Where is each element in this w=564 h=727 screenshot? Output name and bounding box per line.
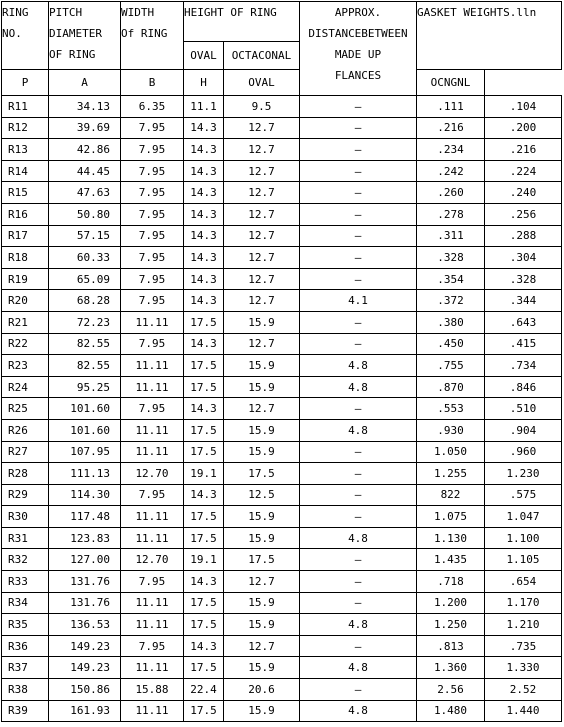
cell-height-oval: 19.1 <box>184 463 224 485</box>
cell-height-octagonal: 12.7 <box>224 635 300 657</box>
table-row <box>2 311 562 333</box>
cell-height-octagonal: 15.9 <box>224 506 300 528</box>
cell-pitch-diameter: 95.25 <box>49 376 121 398</box>
cell-weight-oval: 1.360 <box>417 657 485 679</box>
header-symbol-b: B <box>121 70 184 96</box>
cell-weight-octagonal: .256 <box>485 203 562 225</box>
cell-pitch-diameter: 57.15 <box>49 225 121 247</box>
cell-ring-no: R20 <box>2 290 49 312</box>
cell-weight-oval: 1.435 <box>417 549 485 571</box>
cell-weight-octagonal: .643 <box>485 311 562 333</box>
header-ring-no-line1: RING <box>2 6 29 19</box>
table-row <box>2 657 562 679</box>
cell-pitch-diameter: 111.13 <box>49 463 121 485</box>
cell-weight-octagonal: .575 <box>485 484 562 506</box>
cell-approx-distance: – <box>300 441 417 463</box>
cell-weight-oval: 1.255 <box>417 463 485 485</box>
cell-weight-oval: .354 <box>417 268 485 290</box>
table-row <box>2 247 562 269</box>
cell-approx-distance: – <box>300 635 417 657</box>
cell-height-octagonal: 15.9 <box>224 700 300 722</box>
cell-height-octagonal: 9.5 <box>224 96 300 118</box>
cell-weight-octagonal: .846 <box>485 376 562 398</box>
ring-dimensions-table <box>1 1 562 722</box>
cell-weight-oval: .372 <box>417 290 485 312</box>
cell-height-octagonal: 15.9 <box>224 376 300 398</box>
cell-width: 11.11 <box>121 441 184 463</box>
cell-ring-no: R23 <box>2 355 49 377</box>
cell-ring-no: R11 <box>2 96 49 118</box>
cell-pitch-diameter: 39.69 <box>49 117 121 139</box>
cell-approx-distance: 4.8 <box>300 419 417 441</box>
table-row <box>2 614 562 636</box>
cell-height-oval: 14.3 <box>184 571 224 593</box>
cell-weight-octagonal: 1.105 <box>485 549 562 571</box>
table-row <box>2 484 562 506</box>
cell-pitch-diameter: 50.80 <box>49 203 121 225</box>
cell-weight-oval: 1.075 <box>417 506 485 528</box>
cell-height-octagonal: 12.7 <box>224 225 300 247</box>
cell-height-octagonal: 12.7 <box>224 290 300 312</box>
header-distance-line1: APPROX. <box>334 6 382 19</box>
cell-weight-octagonal: .654 <box>485 571 562 593</box>
cell-pitch-diameter: 65.09 <box>49 268 121 290</box>
cell-approx-distance: – <box>300 182 417 204</box>
cell-weight-octagonal: .344 <box>485 290 562 312</box>
cell-height-octagonal: 15.9 <box>224 614 300 636</box>
cell-ring-no: R16 <box>2 203 49 225</box>
cell-ring-no: R27 <box>2 441 49 463</box>
cell-weight-oval: .216 <box>417 117 485 139</box>
cell-approx-distance: – <box>300 549 417 571</box>
cell-height-octagonal: 12.7 <box>224 117 300 139</box>
header-ring-no <box>2 2 49 70</box>
cell-height-oval: 17.5 <box>184 355 224 377</box>
cell-height-octagonal: 12.5 <box>224 484 300 506</box>
cell-weight-oval: 2.56 <box>417 679 485 701</box>
header-width-line2: Of RING <box>121 27 168 40</box>
cell-height-oval: 17.5 <box>184 376 224 398</box>
cell-weight-octagonal: .904 <box>485 419 562 441</box>
cell-weight-oval: .111 <box>417 96 485 118</box>
header-gasket-oval: OVAL <box>224 70 300 96</box>
cell-height-oval: 17.5 <box>184 614 224 636</box>
cell-weight-octagonal: 1.170 <box>485 592 562 614</box>
table-row <box>2 160 562 182</box>
table-row <box>2 571 562 593</box>
table-row <box>2 527 562 549</box>
cell-height-oval: 17.5 <box>184 527 224 549</box>
header-pitch-line3: OF RING <box>49 48 96 61</box>
cell-height-octagonal: 17.5 <box>224 463 300 485</box>
cell-height-oval: 11.1 <box>184 96 224 118</box>
cell-pitch-diameter: 44.45 <box>49 160 121 182</box>
cell-height-oval: 14.3 <box>184 635 224 657</box>
cell-height-oval: 14.3 <box>184 160 224 182</box>
cell-width: 7.95 <box>121 268 184 290</box>
header-oval: OVAL <box>184 42 224 70</box>
header-symbol-h: H <box>184 70 224 96</box>
header-pitch-line2: DIAMETER <box>49 27 102 40</box>
cell-weight-octagonal: 1.100 <box>485 527 562 549</box>
cell-weight-oval: .234 <box>417 139 485 161</box>
cell-height-oval: 17.5 <box>184 506 224 528</box>
ring-table-body <box>2 96 562 722</box>
cell-pitch-diameter: 34.13 <box>49 96 121 118</box>
header-symbol-p: P <box>2 70 49 96</box>
cell-approx-distance: 4.8 <box>300 657 417 679</box>
cell-height-oval: 17.5 <box>184 419 224 441</box>
cell-height-octagonal: 12.7 <box>224 268 300 290</box>
cell-width: 7.95 <box>121 333 184 355</box>
cell-width: 7.95 <box>121 247 184 269</box>
cell-width: 11.11 <box>121 419 184 441</box>
cell-approx-distance: – <box>300 117 417 139</box>
cell-height-octagonal: 15.9 <box>224 441 300 463</box>
cell-weight-octagonal: .415 <box>485 333 562 355</box>
cell-height-oval: 14.3 <box>184 333 224 355</box>
cell-height-octagonal: 15.9 <box>224 311 300 333</box>
cell-height-octagonal: 12.7 <box>224 247 300 269</box>
cell-pitch-diameter: 101.60 <box>49 398 121 420</box>
cell-width: 11.11 <box>121 506 184 528</box>
cell-width: 11.11 <box>121 355 184 377</box>
header-approx-distance <box>300 2 417 96</box>
cell-weight-oval: 1.130 <box>417 527 485 549</box>
cell-approx-distance: – <box>300 484 417 506</box>
cell-weight-octagonal: .960 <box>485 441 562 463</box>
cell-weight-oval: .450 <box>417 333 485 355</box>
table-row <box>2 419 562 441</box>
cell-weight-octagonal: .735 <box>485 635 562 657</box>
cell-pitch-diameter: 72.23 <box>49 311 121 333</box>
table-row <box>2 203 562 225</box>
cell-width: 15.88 <box>121 679 184 701</box>
cell-approx-distance: – <box>300 96 417 118</box>
cell-approx-distance: – <box>300 139 417 161</box>
table-row <box>2 592 562 614</box>
cell-ring-no: R38 <box>2 679 49 701</box>
cell-ring-no: R32 <box>2 549 49 571</box>
cell-height-octagonal: 15.9 <box>224 657 300 679</box>
cell-pitch-diameter: 150.86 <box>49 679 121 701</box>
cell-weight-oval: .311 <box>417 225 485 247</box>
cell-height-octagonal: 15.9 <box>224 355 300 377</box>
cell-height-oval: 14.3 <box>184 484 224 506</box>
cell-approx-distance: – <box>300 268 417 290</box>
header-gasket-octagonal: OCNGNL <box>417 70 485 96</box>
cell-width: 7.95 <box>121 160 184 182</box>
cell-weight-oval: 1.050 <box>417 441 485 463</box>
cell-approx-distance: – <box>300 225 417 247</box>
table-row <box>2 679 562 701</box>
table-row <box>2 225 562 247</box>
cell-width: 7.95 <box>121 182 184 204</box>
cell-pitch-diameter: 149.23 <box>49 635 121 657</box>
cell-pitch-diameter: 68.28 <box>49 290 121 312</box>
cell-width: 11.11 <box>121 527 184 549</box>
cell-approx-distance: 4.8 <box>300 700 417 722</box>
cell-width: 7.95 <box>121 635 184 657</box>
cell-width: 7.95 <box>121 139 184 161</box>
cell-weight-octagonal: 1.440 <box>485 700 562 722</box>
cell-height-oval: 17.5 <box>184 441 224 463</box>
cell-ring-no: R34 <box>2 592 49 614</box>
cell-approx-distance: – <box>300 463 417 485</box>
cell-height-oval: 17.5 <box>184 311 224 333</box>
cell-height-oval: 19.1 <box>184 549 224 571</box>
cell-pitch-diameter: 136.53 <box>49 614 121 636</box>
cell-weight-oval: .328 <box>417 247 485 269</box>
cell-width: 7.95 <box>121 117 184 139</box>
cell-weight-octagonal: .224 <box>485 160 562 182</box>
cell-width: 7.95 <box>121 571 184 593</box>
cell-ring-no: R33 <box>2 571 49 593</box>
cell-pitch-diameter: 123.83 <box>49 527 121 549</box>
cell-width: 7.95 <box>121 290 184 312</box>
cell-height-oval: 17.5 <box>184 657 224 679</box>
header-height-of-ring <box>184 2 300 42</box>
cell-height-oval: 14.3 <box>184 139 224 161</box>
header-distance-line3: MADE UP <box>334 48 382 61</box>
cell-height-octagonal: 17.5 <box>224 549 300 571</box>
cell-height-oval: 17.5 <box>184 700 224 722</box>
cell-ring-no: R30 <box>2 506 49 528</box>
cell-height-octagonal: 12.7 <box>224 333 300 355</box>
cell-weight-oval: .755 <box>417 355 485 377</box>
cell-width: 7.95 <box>121 203 184 225</box>
cell-ring-no: R28 <box>2 463 49 485</box>
cell-approx-distance: – <box>300 571 417 593</box>
cell-pitch-diameter: 149.23 <box>49 657 121 679</box>
cell-width: 11.11 <box>121 592 184 614</box>
header-symbol-a: A <box>49 70 121 96</box>
cell-pitch-diameter: 114.30 <box>49 484 121 506</box>
cell-ring-no: R15 <box>2 182 49 204</box>
cell-pitch-diameter: 47.63 <box>49 182 121 204</box>
cell-weight-oval: .718 <box>417 571 485 593</box>
table-row <box>2 441 562 463</box>
header-ring-no-line2: NO. <box>2 27 22 40</box>
cell-width: 11.11 <box>121 657 184 679</box>
cell-width: 11.11 <box>121 614 184 636</box>
cell-approx-distance: – <box>300 679 417 701</box>
cell-approx-distance: – <box>300 203 417 225</box>
cell-weight-octagonal: 1.330 <box>485 657 562 679</box>
cell-height-octagonal: 12.7 <box>224 571 300 593</box>
table-row <box>2 182 562 204</box>
cell-weight-octagonal: .328 <box>485 268 562 290</box>
cell-width: 7.95 <box>121 484 184 506</box>
cell-ring-no: R17 <box>2 225 49 247</box>
cell-ring-no: R22 <box>2 333 49 355</box>
table-row <box>2 355 562 377</box>
cell-width: 6.35 <box>121 96 184 118</box>
cell-weight-octagonal: .288 <box>485 225 562 247</box>
cell-weight-octagonal: .104 <box>485 96 562 118</box>
cell-pitch-diameter: 117.48 <box>49 506 121 528</box>
cell-weight-oval: 1.200 <box>417 592 485 614</box>
header-pitch-diameter <box>49 2 121 70</box>
cell-width: 12.70 <box>121 549 184 571</box>
cell-ring-no: R21 <box>2 311 49 333</box>
table-row <box>2 139 562 161</box>
cell-weight-octagonal: .216 <box>485 139 562 161</box>
cell-weight-oval: .930 <box>417 419 485 441</box>
cell-height-octagonal: 20.6 <box>224 679 300 701</box>
cell-weight-oval: .260 <box>417 182 485 204</box>
cell-weight-octagonal: 2.52 <box>485 679 562 701</box>
cell-ring-no: R31 <box>2 527 49 549</box>
cell-weight-oval: 1.250 <box>417 614 485 636</box>
cell-ring-no: R13 <box>2 139 49 161</box>
cell-pitch-diameter: 161.93 <box>49 700 121 722</box>
cell-height-oval: 14.3 <box>184 182 224 204</box>
header-octagonal: OCTACONAL <box>224 42 300 70</box>
cell-approx-distance: – <box>300 160 417 182</box>
cell-ring-no: R24 <box>2 376 49 398</box>
cell-height-oval: 14.3 <box>184 398 224 420</box>
cell-width: 11.11 <box>121 311 184 333</box>
cell-approx-distance: – <box>300 506 417 528</box>
cell-height-octagonal: 15.9 <box>224 419 300 441</box>
cell-height-oval: 14.3 <box>184 203 224 225</box>
cell-height-oval: 17.5 <box>184 592 224 614</box>
cell-weight-oval: .380 <box>417 311 485 333</box>
cell-height-octagonal: 12.7 <box>224 203 300 225</box>
cell-weight-octagonal: 1.230 <box>485 463 562 485</box>
cell-ring-no: R25 <box>2 398 49 420</box>
cell-approx-distance: 4.8 <box>300 355 417 377</box>
cell-height-oval: 14.3 <box>184 117 224 139</box>
cell-weight-octagonal: .734 <box>485 355 562 377</box>
table-row <box>2 333 562 355</box>
table-row <box>2 700 562 722</box>
header-distance-line2: DISTANCEBETWEEN <box>308 27 408 40</box>
table-row <box>2 506 562 528</box>
cell-approx-distance: – <box>300 398 417 420</box>
cell-width: 7.95 <box>121 225 184 247</box>
cell-ring-no: R36 <box>2 635 49 657</box>
cell-ring-no: R39 <box>2 700 49 722</box>
cell-ring-no: R19 <box>2 268 49 290</box>
cell-ring-no: R12 <box>2 117 49 139</box>
cell-weight-oval: .278 <box>417 203 485 225</box>
cell-weight-octagonal: .240 <box>485 182 562 204</box>
cell-weight-octagonal: 1.047 <box>485 506 562 528</box>
cell-approx-distance: – <box>300 311 417 333</box>
cell-weight-oval: .553 <box>417 398 485 420</box>
cell-width: 11.11 <box>121 700 184 722</box>
table-row <box>2 398 562 420</box>
cell-approx-distance: 4.1 <box>300 290 417 312</box>
cell-pitch-diameter: 60.33 <box>49 247 121 269</box>
cell-pitch-diameter: 82.55 <box>49 355 121 377</box>
cell-height-oval: 14.3 <box>184 225 224 247</box>
cell-weight-octagonal: .304 <box>485 247 562 269</box>
cell-weight-oval: .870 <box>417 376 485 398</box>
cell-pitch-diameter: 107.95 <box>49 441 121 463</box>
header-width-line1: WIDTH <box>121 6 155 19</box>
cell-pitch-diameter: 101.60 <box>49 419 121 441</box>
table-row <box>2 290 562 312</box>
cell-width: 12.70 <box>121 463 184 485</box>
cell-height-octagonal: 15.9 <box>224 527 300 549</box>
cell-approx-distance: – <box>300 333 417 355</box>
cell-width: 11.11 <box>121 376 184 398</box>
header-height-text: HEIGHT OF RING <box>184 6 277 19</box>
cell-weight-octagonal: .200 <box>485 117 562 139</box>
cell-height-octagonal: 12.7 <box>224 398 300 420</box>
cell-approx-distance: 4.8 <box>300 527 417 549</box>
cell-ring-no: R35 <box>2 614 49 636</box>
cell-pitch-diameter: 127.00 <box>49 549 121 571</box>
table-row <box>2 117 562 139</box>
cell-approx-distance: – <box>300 247 417 269</box>
cell-height-oval: 14.3 <box>184 290 224 312</box>
table-row <box>2 463 562 485</box>
cell-ring-no: R26 <box>2 419 49 441</box>
table-row <box>2 96 562 118</box>
header-gasket-text: GASKET WEIGHTS.lln <box>417 6 537 19</box>
cell-weight-oval: 1.480 <box>417 700 485 722</box>
cell-pitch-diameter: 131.76 <box>49 571 121 593</box>
cell-weight-octagonal: 1.210 <box>485 614 562 636</box>
cell-weight-octagonal: .510 <box>485 398 562 420</box>
cell-height-octagonal: 12.7 <box>224 160 300 182</box>
cell-weight-oval: 822 <box>417 484 485 506</box>
cell-ring-no: R14 <box>2 160 49 182</box>
cell-ring-no: R18 <box>2 247 49 269</box>
cell-weight-oval: .242 <box>417 160 485 182</box>
cell-height-octagonal: 15.9 <box>224 592 300 614</box>
header-gasket-weights <box>417 2 562 70</box>
header-width <box>121 2 184 70</box>
cell-height-oval: 22.4 <box>184 679 224 701</box>
cell-approx-distance: – <box>300 592 417 614</box>
cell-height-octagonal: 12.7 <box>224 182 300 204</box>
cell-height-oval: 14.3 <box>184 247 224 269</box>
table-row <box>2 376 562 398</box>
cell-ring-no: R37 <box>2 657 49 679</box>
header-distance-line4: FLANCES <box>334 69 382 82</box>
cell-height-oval: 14.3 <box>184 268 224 290</box>
cell-height-octagonal: 12.7 <box>224 139 300 161</box>
table-row <box>2 635 562 657</box>
table-row <box>2 549 562 571</box>
cell-pitch-diameter: 131.76 <box>49 592 121 614</box>
cell-pitch-diameter: 82.55 <box>49 333 121 355</box>
cell-approx-distance: 4.8 <box>300 614 417 636</box>
cell-ring-no: R29 <box>2 484 49 506</box>
header-pitch-line1: PITCH <box>49 6 83 19</box>
cell-pitch-diameter: 42.86 <box>49 139 121 161</box>
cell-approx-distance: 4.8 <box>300 376 417 398</box>
cell-weight-oval: .813 <box>417 635 485 657</box>
cell-width: 7.95 <box>121 398 184 420</box>
table-row <box>2 268 562 290</box>
